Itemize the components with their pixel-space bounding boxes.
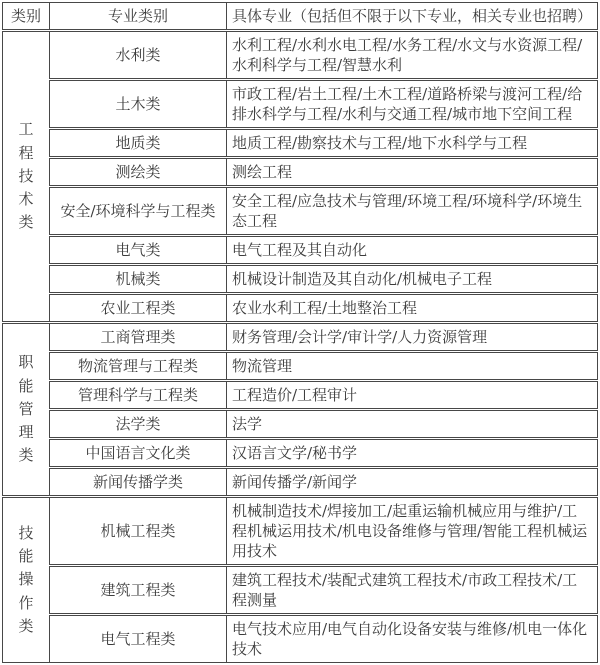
header-majors: 具体专业（包括但不限于以下专业，相关专业也招聘） (227, 3, 598, 31)
major-type-cell: 农业工程类 (50, 294, 227, 323)
majors-cell: 财务管理/会计学/审计学/人力资源管理 (227, 323, 598, 352)
majors-cell: 机械设计制造及其自动化/机械电子工程 (227, 265, 598, 294)
table-row (3, 265, 598, 294)
category-label: 技能操作类 (18, 523, 34, 635)
major-type-cell: 物流管理与工程类 (50, 352, 227, 381)
table-row (3, 294, 598, 323)
major-type-cell: 中国语言文化类 (50, 439, 227, 468)
table-row (3, 80, 598, 129)
category-label: 工程技术类 (18, 120, 34, 232)
table-row (3, 566, 598, 615)
majors-cell: 市政工程/岩土工程/土木工程/道路桥梁与渡河工程/给排水科学与工程/水利与交通工程/城市地下空间工程 (227, 80, 598, 129)
majors-cell: 工程造价/工程审计 (227, 381, 598, 410)
table-row (3, 323, 598, 352)
category-cell (3, 323, 50, 497)
majors-cell: 农业水利工程/土地整治工程 (227, 294, 598, 323)
majors-cell: 地质工程/勘察技术与工程/地下水科学与工程 (227, 129, 598, 158)
majors-cell: 新闻传播学/新闻学 (227, 468, 598, 497)
table-row (3, 615, 598, 663)
majors-cell: 法学 (227, 410, 598, 439)
table-row (3, 236, 598, 265)
major-type-cell: 测绘类 (50, 158, 227, 187)
table-row (3, 497, 598, 566)
table-row (3, 352, 598, 381)
major-type-cell: 工商管理类 (50, 323, 227, 352)
major-type-cell: 电气工程类 (50, 615, 227, 663)
majors-cell: 电气技术应用/电气自动化设备安装与维修/机电一体化技术 (227, 615, 598, 663)
category-cell (3, 31, 50, 323)
major-type-cell: 法学类 (50, 410, 227, 439)
major-type-cell: 土木类 (50, 80, 227, 129)
majors-cell: 安全工程/应急技术与管理/环境工程/环境科学/环境生态工程 (227, 187, 598, 236)
major-type-cell: 机械工程类 (50, 497, 227, 566)
table-row (3, 410, 598, 439)
majors-cell: 机械制造技术/焊接加工/起重运输机械应用与维护/工程机械运用技术/机电设备维修与管理/智能工程机械运用技术 (227, 497, 598, 566)
majors-table-header (3, 3, 598, 31)
table-row (3, 468, 598, 497)
header-category: 类别 (3, 3, 50, 31)
major-type-cell: 新闻传播学类 (50, 468, 227, 497)
major-type-cell: 水利类 (50, 31, 227, 80)
majors-table-body (3, 31, 598, 663)
majors-cell: 电气工程及其自动化 (227, 236, 598, 265)
table-row (3, 187, 598, 236)
major-type-cell: 地质类 (50, 129, 227, 158)
table-row (3, 31, 598, 80)
majors-cell: 测绘工程 (227, 158, 598, 187)
header-row (3, 3, 598, 31)
majors-cell: 汉语言文学/秘书学 (227, 439, 598, 468)
majors-table (2, 2, 598, 663)
major-type-cell: 建筑工程类 (50, 566, 227, 615)
table-row (3, 129, 598, 158)
table-row (3, 381, 598, 410)
category-label: 职能管理类 (18, 353, 34, 465)
major-type-cell: 机械类 (50, 265, 227, 294)
majors-cell: 建筑工程技术/装配式建筑工程技术/市政工程技术/工程测量 (227, 566, 598, 615)
major-type-cell: 电气类 (50, 236, 227, 265)
majors-cell: 物流管理 (227, 352, 598, 381)
major-type-cell: 管理科学与工程类 (50, 381, 227, 410)
table-row (3, 439, 598, 468)
majors-cell: 水利工程/水利水电工程/水务工程/水文与水资源工程/水利科学与工程/智慧水利 (227, 31, 598, 80)
header-major-type: 专业类别 (50, 3, 227, 31)
table-row (3, 158, 598, 187)
major-type-cell: 安全/环境科学与工程类 (50, 187, 227, 236)
category-cell (3, 497, 50, 663)
